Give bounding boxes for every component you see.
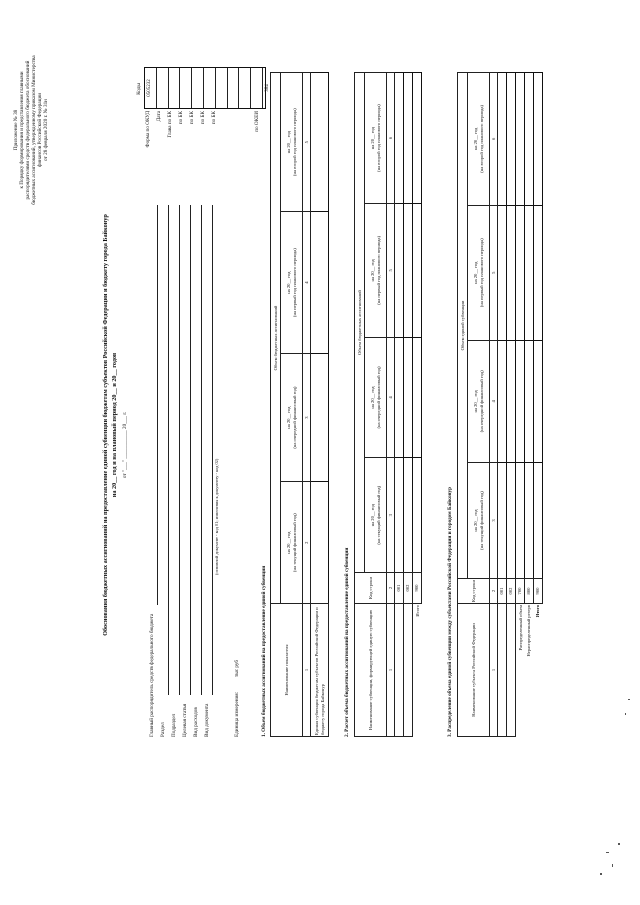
s2-y-p2: на 20__ год (370, 126, 376, 150)
s2-num-4: 4 (387, 337, 395, 458)
s3-y-next-sub: (на очередной финансовый год) (478, 370, 484, 433)
s1-row1-label: Единая субвенция бюджетам субъектов Российской Федерации и бюджету города Байконур (311, 604, 329, 737)
s3-cell (534, 340, 543, 462)
s2-row2-code: 002 (404, 573, 413, 604)
s3-y-cur: на 20__ год (473, 509, 479, 532)
appendix-line-2: распорядителями средств федерального бюджета обоснований (24, 60, 31, 200)
s1-y-next: на 20__ год (286, 406, 292, 429)
underline-target (190, 205, 191, 695)
s2-y-p1: на 20__ год (370, 259, 376, 282)
field-target: Целевая статья (182, 703, 188, 737)
s3-total-label: Итого (535, 605, 541, 618)
s2-cell (395, 204, 404, 337)
s3-cell (507, 73, 516, 206)
codes-box (144, 67, 270, 109)
underline-vid (201, 205, 202, 695)
s1-col-name: Наименование показателя (271, 604, 303, 737)
code-razdel (180, 68, 192, 108)
s3-cell (498, 463, 507, 579)
appendix-line-4: финансов Российской Федерации (36, 93, 43, 167)
s3-num-2: 2 (490, 579, 498, 604)
s2-y-next-sub: (на очередной финансовый год) (375, 366, 381, 429)
s2-cell (404, 337, 413, 458)
doc-subtitle: на 20__ год и на плановый период 20__ и 20__ годов (111, 352, 118, 498)
s2-row1-name (395, 604, 404, 737)
s3-cell (507, 205, 516, 340)
s3-num-5: 5 (490, 205, 498, 340)
s1-col-cur (281, 482, 303, 604)
scan-speck (612, 864, 613, 867)
s1-group: Объем бюджетных ассигнований (271, 73, 281, 604)
s3-cell (516, 73, 525, 206)
s1-num-5: 5 (303, 73, 311, 212)
section2-title: 2. Расчет объема бюджетных ассигнований на предоставление единой субвенции (344, 547, 350, 737)
s2-cell (413, 204, 422, 337)
s1-y-p1: на 20__ год (286, 271, 292, 294)
code-blank-2 (239, 68, 251, 108)
s2-num-2: 2 (387, 573, 395, 604)
doc-type-hint: (основной документ - код 01; изменения к документу - код 02) (214, 458, 219, 575)
code-label-vid: по БК (211, 111, 217, 125)
code-label-form: Форма по ОКУД (145, 111, 151, 148)
appendix-title: Приложение № 38 (13, 109, 19, 151)
s3-y-p1: на 20__ год (473, 261, 479, 284)
field-main-manager: Главный распорядитель средств федерального бюджета (149, 613, 155, 737)
s3-col-p1 (468, 205, 490, 340)
s1-y-p2: на 20__ год (286, 131, 292, 154)
s3-num-1: 1 (490, 604, 498, 737)
field-vid: Вид расходов (193, 707, 199, 737)
s1-col-next (281, 353, 303, 481)
s2-num-1: 1 (387, 604, 395, 737)
s2-num-3: 3 (387, 458, 395, 573)
s3-distributed-code: 700 (516, 579, 525, 604)
s2-y-cur: на 20__ год (370, 504, 376, 527)
s3-row2-name (507, 604, 516, 737)
unit-label: Единица измерения: (234, 691, 240, 737)
s2-cell (395, 73, 404, 204)
s3-y-p2: на 20__ год (473, 127, 479, 151)
s3-y-p2-sub: (на второй год планового периода) (478, 105, 484, 173)
s3-cell (498, 73, 507, 206)
code-label-statya: по БК (200, 111, 206, 125)
s2-col-p1 (365, 204, 387, 337)
section1-title: 1. Объем бюджетных ассигнований на предоставление единой субвенции (261, 565, 267, 737)
section2-table (354, 72, 422, 737)
s2-cell (413, 458, 422, 573)
code-blank (228, 68, 240, 108)
s3-total-code: 900 (534, 579, 543, 604)
s2-y-next: на 20__ год (370, 386, 376, 409)
code-label-okei: по ОКЕИ (254, 111, 260, 132)
s3-cell (498, 340, 507, 462)
s2-col-cur (365, 458, 387, 573)
s2-col-code: Код строки (355, 573, 387, 604)
s2-total-code: 900 (413, 573, 422, 604)
underline-podrazdel (179, 205, 180, 695)
s3-row2-code: 002 (507, 579, 516, 604)
scan-speck (628, 699, 630, 700)
code-blank-3 (251, 68, 263, 108)
s1-y-cur-sub: (на текущий финансовый год) (291, 513, 297, 572)
s2-cell (395, 458, 404, 573)
field-razdel: Раздел (160, 722, 166, 737)
code-date (157, 68, 169, 108)
s2-col-p2 (365, 73, 387, 204)
code-glava (169, 68, 181, 108)
s3-cell (525, 463, 534, 579)
underline-doc-type (212, 205, 213, 695)
s2-y-p1-sub: (на первый год планового периода) (375, 236, 381, 305)
code-podrazdel (192, 68, 204, 108)
field-doc-type: Вид документа (204, 703, 210, 737)
s3-reserve-label: Нераспределенный резерв (526, 605, 532, 657)
appendix-line-5: от 28 февраля 2020 г. № 31н (42, 99, 49, 161)
s2-total-label: Итого (414, 605, 420, 617)
s3-cell (525, 340, 534, 462)
s2-col-next (365, 337, 387, 458)
s3-col-p2 (468, 73, 490, 206)
s3-cell (534, 463, 543, 579)
scan-speck (600, 873, 602, 875)
doc-date-line: от "___" ___________ 20___ г. (122, 411, 128, 479)
codes-header: Коды (136, 83, 142, 95)
s3-y-next: на 20__ год (473, 390, 479, 413)
s3-y-p1-sub: (на первый год планового периода) (478, 238, 484, 308)
s1-y-p2-sub: (на второй год планового периода) (291, 108, 297, 176)
code-label-podrazdel: по БК (189, 111, 195, 125)
s2-y-p2-sub: (на второй год планового периода) (375, 104, 381, 172)
s3-reserve-code: 800 (525, 579, 534, 604)
s1-cell (311, 212, 329, 354)
s2-cell (413, 73, 422, 204)
s2-cell (413, 337, 422, 458)
s3-num-4: 4 (490, 340, 498, 462)
scan-speck (606, 852, 609, 853)
underline-main-manager (157, 205, 158, 605)
s2-row2-name (404, 604, 413, 737)
s1-num-1: 1 (303, 604, 311, 737)
code-vid (216, 68, 228, 108)
s1-col-p1 (281, 212, 303, 354)
s1-cell (311, 353, 329, 481)
s3-cell (498, 205, 507, 340)
s1-num-4: 4 (303, 212, 311, 354)
s3-cell (516, 340, 525, 462)
s3-col-code: Код строки (458, 579, 490, 604)
s3-col-next (468, 340, 490, 462)
s1-col-p2 (281, 73, 303, 212)
s3-num-6: 6 (490, 73, 498, 206)
code-okei: 384 (264, 84, 270, 92)
s3-cell (516, 463, 525, 579)
s2-num-5: 5 (387, 204, 395, 337)
s1-cell (311, 73, 329, 212)
s1-num-2: 2 (303, 482, 311, 604)
section1-table (270, 72, 329, 737)
s3-col-cur (468, 463, 490, 579)
scan-speck (625, 713, 626, 715)
scan-speck (618, 843, 620, 845)
section3-title: 3. Распределение объема единой субвенции между субъектами Российской Федерации и городом Байконур (447, 486, 453, 737)
s3-row1-name (498, 604, 507, 737)
s2-cell (404, 458, 413, 573)
s3-row1-code: 001 (498, 579, 507, 604)
s2-cell (395, 337, 404, 458)
appendix-line-3: бюджетных ассигнований, утвержденному приказом Министерства (30, 55, 37, 205)
s3-group: Объем единой субвенции (458, 73, 468, 579)
s1-y-p1-sub: (на первый год планового периода) (291, 248, 297, 318)
s1-y-next-sub: (на очередной финансовый год) (291, 386, 297, 449)
s3-cell (525, 205, 534, 340)
s2-cell (404, 204, 413, 337)
s2-num-6: 6 (387, 73, 395, 204)
code-label-glava: Глава по БК (167, 111, 173, 138)
s3-cell (534, 205, 543, 340)
s3-cell (525, 73, 534, 206)
code-form: 0505232 (145, 68, 157, 108)
s2-group: Объем бюджетных ассигнований (355, 73, 365, 573)
appendix-line-1: к Порядку формирования и представления главными (18, 71, 25, 189)
s2-cell (404, 73, 413, 204)
field-podrazdel: Подраздел (171, 713, 177, 737)
s2-y-cur-sub: (на текущий финансовый год) (375, 485, 381, 545)
unit-value: тыс руб (234, 659, 240, 677)
s3-num-3: 3 (490, 463, 498, 579)
s3-y-cur-sub: (на текущий финансовый год) (478, 491, 484, 550)
s3-cell (516, 205, 525, 340)
s3-col-name: Наименование субъекта Российской Федерации (458, 604, 490, 737)
s2-col-name: Наименование субвенции, формирующей единую субвенцию (355, 604, 387, 737)
appendix-block (14, 10, 50, 250)
s1-y-cur: на 20__ год (286, 531, 292, 554)
s3-distributed-label: Распределенный объем (517, 605, 523, 651)
code-label-date: Дата (156, 111, 162, 122)
s3-cell (507, 463, 516, 579)
s1-cell (311, 482, 329, 604)
doc-title: Обоснования бюджетных ассигнований на предоставление единой субвенции бюджетам субъектов Российской Федерации и бюджету города Байконур (102, 214, 109, 636)
underline-razdel (168, 205, 169, 695)
s1-num-3: 3 (303, 353, 311, 481)
code-label-razdel: по БК (178, 111, 184, 125)
code-statya (204, 68, 216, 108)
s3-cell (507, 340, 516, 462)
section3-table (457, 72, 543, 737)
s2-row1-code: 001 (395, 573, 404, 604)
s3-cell (534, 73, 543, 206)
